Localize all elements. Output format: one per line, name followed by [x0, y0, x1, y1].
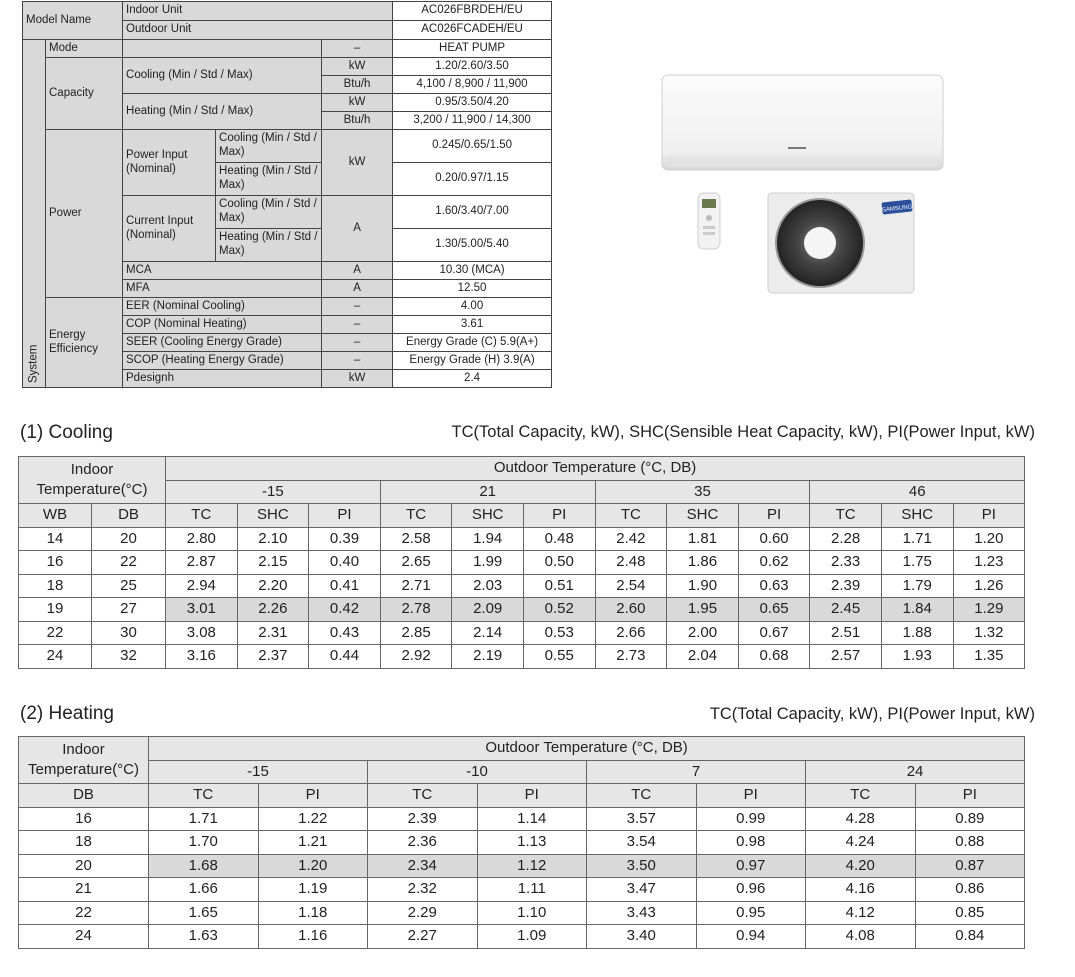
table-row [19, 901, 1025, 925]
value-cell: 1.93 [881, 645, 953, 669]
value-cell: 2.42 [595, 527, 667, 551]
value-cell: 1.94 [452, 527, 524, 551]
value-cell: 2.85 [380, 621, 452, 645]
energy-efficiency-label: Energy Efficiency [46, 298, 123, 388]
outdoor-temp: 21 [380, 480, 595, 504]
value-cell: 2.54 [595, 574, 667, 598]
value-cell: 0.95 [696, 901, 806, 925]
column-header: PI [696, 784, 806, 808]
indoor-unit-value: AC026FBRDEH/EU [393, 2, 552, 21]
value-cell: 4.28 [806, 807, 916, 831]
value-cell: 2.36 [368, 831, 478, 855]
mfa-unit: A [322, 280, 393, 298]
heating-btu-unit: Btu/h [322, 112, 393, 130]
value-cell: 1.22 [258, 807, 368, 831]
mode-value: HEAT PUMP [393, 40, 552, 58]
indoor-temp-cell: 32 [92, 645, 166, 669]
value-cell: 2.20 [237, 574, 309, 598]
indoor-temp-cell: 24 [19, 645, 92, 669]
value-cell: 4.20 [806, 854, 916, 878]
power-input-unit: kW [322, 130, 393, 196]
indoor-temp-cell: 16 [19, 807, 149, 831]
heating-kw-value: 0.95/3.50/4.20 [393, 94, 552, 112]
scop-unit: – [322, 352, 393, 370]
value-cell: 2.00 [667, 621, 739, 645]
remote-control-image [698, 193, 720, 249]
indoor-unit-label: Indoor Unit [123, 2, 393, 21]
capacity-heating-label: Heating (Min / Std / Max) [123, 94, 322, 130]
value-cell: 2.65 [380, 551, 452, 575]
value-cell: 0.94 [696, 925, 806, 949]
value-cell: 2.60 [595, 598, 667, 622]
value-cell: 1.35 [953, 645, 1025, 669]
table-row [19, 598, 1025, 622]
value-cell: 0.63 [738, 574, 810, 598]
heating-table [18, 736, 1025, 949]
cooling-table [18, 456, 1025, 669]
mca-value: 10.30 (MCA) [393, 262, 552, 280]
column-header: PI [309, 504, 381, 528]
value-cell: 0.53 [523, 621, 595, 645]
ci-heating-label: Heating (Min / Std / Max) [216, 229, 322, 262]
value-cell: 1.86 [667, 551, 739, 575]
indoor-temp-cell: 25 [92, 574, 166, 598]
value-cell: 2.29 [368, 901, 478, 925]
column-header: TC [810, 504, 882, 528]
value-cell: 0.52 [523, 598, 595, 622]
value-cell: 0.97 [696, 854, 806, 878]
system-label: System [23, 40, 46, 388]
column-header: TC [595, 504, 667, 528]
cop-label: COP (Nominal Heating) [123, 316, 322, 334]
value-cell: 0.60 [738, 527, 810, 551]
cop-unit: – [322, 316, 393, 334]
table-row [19, 574, 1025, 598]
value-cell: 3.16 [166, 645, 238, 669]
mfa-label: MFA [123, 280, 322, 298]
value-cell: 0.43 [309, 621, 381, 645]
value-cell: 1.29 [953, 598, 1025, 622]
table-row [19, 551, 1025, 575]
heating-btu-value: 3,200 / 11,900 / 14,300 [393, 112, 552, 130]
cooling-btu-value: 4,100 / 8,900 / 11,900 [393, 76, 552, 94]
table-row [19, 831, 1025, 855]
value-cell: 2.51 [810, 621, 882, 645]
value-cell: 4.12 [806, 901, 916, 925]
value-cell: 1.71 [881, 527, 953, 551]
value-cell: 1.66 [149, 878, 259, 902]
outdoor-temp: -15 [166, 480, 381, 504]
value-cell: 0.67 [738, 621, 810, 645]
value-cell: 1.99 [452, 551, 524, 575]
column-header: PI [477, 784, 587, 808]
value-cell: 2.37 [237, 645, 309, 669]
value-cell: 2.45 [810, 598, 882, 622]
value-cell: 0.55 [523, 645, 595, 669]
value-cell: 0.39 [309, 527, 381, 551]
cooling-btu-unit: Btu/h [322, 76, 393, 94]
cooling-legend: TC(Total Capacity, kW), SHC(Sensible Heat Capacity, kW), PI(Power Input, kW) [451, 423, 1035, 441]
value-cell: 0.89 [915, 807, 1025, 831]
value-cell: 0.84 [915, 925, 1025, 949]
value-cell: 1.13 [477, 831, 587, 855]
capacity-label: Capacity [46, 58, 123, 130]
value-cell: 1.70 [149, 831, 259, 855]
value-cell: 2.71 [380, 574, 452, 598]
cop-value: 3.61 [393, 316, 552, 334]
value-cell: 2.39 [368, 807, 478, 831]
indoor-temp-cell: 20 [92, 527, 166, 551]
value-cell: 1.71 [149, 807, 259, 831]
indoor-unit-image [662, 75, 943, 170]
pi-cooling-value: 0.245/0.65/1.50 [393, 130, 552, 163]
value-cell: 2.03 [452, 574, 524, 598]
value-cell: 2.94 [166, 574, 238, 598]
value-cell: 1.19 [258, 878, 368, 902]
outdoor-temp-header: Outdoor Temperature (°C, DB) [149, 737, 1025, 761]
pi-heating-value: 0.20/0.97/1.15 [393, 163, 552, 196]
value-cell: 0.68 [738, 645, 810, 669]
eer-unit: – [322, 298, 393, 316]
indoor-temp-cell: 19 [19, 598, 92, 622]
value-cell: 1.20 [258, 854, 368, 878]
outdoor-temp: 35 [595, 480, 810, 504]
mfa-value: 12.50 [393, 280, 552, 298]
table-row [19, 807, 1025, 831]
pi-heating-label: Heating (Min / Std / Max) [216, 163, 322, 196]
column-header: DB [92, 504, 166, 528]
value-cell: 0.87 [915, 854, 1025, 878]
cooling-kw-value: 1.20/2.60/3.50 [393, 58, 552, 76]
ci-cooling-label: Cooling (Min / Std / Max) [216, 196, 322, 229]
eer-label: EER (Nominal Cooling) [123, 298, 322, 316]
seer-unit: – [322, 334, 393, 352]
value-cell: 0.86 [915, 878, 1025, 902]
value-cell: 2.27 [368, 925, 478, 949]
value-cell: 3.01 [166, 598, 238, 622]
value-cell: 2.78 [380, 598, 452, 622]
column-header: DB [19, 784, 149, 808]
value-cell: 2.19 [452, 645, 524, 669]
value-cell: 4.08 [806, 925, 916, 949]
column-header: TC [149, 784, 259, 808]
indoor-temp-cell: 18 [19, 831, 149, 855]
value-cell: 1.20 [953, 527, 1025, 551]
column-header: SHC [452, 504, 524, 528]
column-header: WB [19, 504, 92, 528]
outdoor-temp-header: Outdoor Temperature (°C, DB) [166, 457, 1025, 481]
indoor-temp-cell: 16 [19, 551, 92, 575]
ci-cooling-value: 1.60/3.40/7.00 [393, 196, 552, 229]
value-cell: 1.21 [258, 831, 368, 855]
value-cell: 0.40 [309, 551, 381, 575]
indoor-temp-cell: 30 [92, 621, 166, 645]
heating-kw-unit: kW [322, 94, 393, 112]
outdoor-temp: -15 [149, 760, 368, 784]
spec-table [22, 1, 552, 388]
value-cell: 1.26 [953, 574, 1025, 598]
value-cell: 4.16 [806, 878, 916, 902]
indoor-temp-cell: 14 [19, 527, 92, 551]
table-row [19, 621, 1025, 645]
value-cell: 2.34 [368, 854, 478, 878]
value-cell: 2.28 [810, 527, 882, 551]
pdesignh-label: Pdesignh [123, 370, 322, 388]
column-header: PI [523, 504, 595, 528]
value-cell: 3.57 [587, 807, 697, 831]
value-cell: 2.58 [380, 527, 452, 551]
value-cell: 1.09 [477, 925, 587, 949]
outdoor-temp: -10 [368, 760, 587, 784]
column-header: TC [166, 504, 238, 528]
value-cell: 0.44 [309, 645, 381, 669]
model-name-label: Model Name [23, 2, 123, 40]
value-cell: 1.63 [149, 925, 259, 949]
column-header: PI [258, 784, 368, 808]
table-row [19, 527, 1025, 551]
value-cell: 1.84 [881, 598, 953, 622]
value-cell: 2.48 [595, 551, 667, 575]
power-label: Power [46, 130, 123, 298]
column-header: SHC [667, 504, 739, 528]
power-input-label: Power Input (Nominal) [123, 130, 216, 196]
value-cell: 2.87 [166, 551, 238, 575]
column-header: TC [587, 784, 697, 808]
value-cell: 1.16 [258, 925, 368, 949]
outdoor-unit-label: Outdoor Unit [123, 21, 393, 40]
value-cell: 2.04 [667, 645, 739, 669]
value-cell: 0.48 [523, 527, 595, 551]
value-cell: 3.50 [587, 854, 697, 878]
value-cell: 3.43 [587, 901, 697, 925]
value-cell: 2.80 [166, 527, 238, 551]
value-cell: 0.51 [523, 574, 595, 598]
column-header: PI [953, 504, 1025, 528]
cooling-kw-unit: kW [322, 58, 393, 76]
value-cell: 1.68 [149, 854, 259, 878]
current-input-label: Current Input (Nominal) [123, 196, 216, 262]
pi-cooling-label: Cooling (Min / Std / Max) [216, 130, 322, 163]
value-cell: 0.99 [696, 807, 806, 831]
indoor-temp-header: Indoor Temperature(°C) [19, 457, 166, 504]
indoor-temp-cell: 21 [19, 878, 149, 902]
value-cell: 3.08 [166, 621, 238, 645]
value-cell: 2.10 [237, 527, 309, 551]
value-cell: 1.95 [667, 598, 739, 622]
table-row [19, 878, 1025, 902]
value-cell: 2.66 [595, 621, 667, 645]
value-cell: 2.31 [237, 621, 309, 645]
product-image [660, 73, 945, 298]
scop-label: SCOP (Heating Energy Grade) [123, 352, 322, 370]
outdoor-unit-image [768, 193, 914, 293]
value-cell: 1.12 [477, 854, 587, 878]
ci-heating-value: 1.30/5.00/5.40 [393, 229, 552, 262]
mode-label: Mode [46, 40, 123, 58]
column-header: SHC [237, 504, 309, 528]
indoor-temp-cell: 20 [19, 854, 149, 878]
column-header: PI [915, 784, 1025, 808]
value-cell: 3.54 [587, 831, 697, 855]
value-cell: 2.09 [452, 598, 524, 622]
eer-value: 4.00 [393, 298, 552, 316]
heating-subheader-row [19, 784, 1025, 808]
scop-value: Energy Grade (H) 3.9(A) [393, 352, 552, 370]
value-cell: 1.18 [258, 901, 368, 925]
capacity-cooling-label: Cooling (Min / Std / Max) [123, 58, 322, 94]
value-cell: 2.15 [237, 551, 309, 575]
outdoor-unit-value: AC026FCADEH/EU [393, 21, 552, 40]
value-cell: 1.79 [881, 574, 953, 598]
value-cell: 0.85 [915, 901, 1025, 925]
pdesignh-value: 2.4 [393, 370, 552, 388]
value-cell: 1.65 [149, 901, 259, 925]
value-cell: 1.75 [881, 551, 953, 575]
indoor-temp-cell: 24 [19, 925, 149, 949]
value-cell: 0.98 [696, 831, 806, 855]
value-cell: 2.32 [368, 878, 478, 902]
cooling-subheader-row [19, 504, 1025, 528]
indoor-temp-cell: 18 [19, 574, 92, 598]
heating-title: (2) Heating [20, 703, 114, 724]
value-cell: 1.32 [953, 621, 1025, 645]
value-cell: 1.81 [667, 527, 739, 551]
value-cell: 2.33 [810, 551, 882, 575]
current-input-unit: A [322, 196, 393, 262]
column-header: PI [738, 504, 810, 528]
value-cell: 1.11 [477, 878, 587, 902]
indoor-temp-cell: 22 [19, 621, 92, 645]
seer-label: SEER (Cooling Energy Grade) [123, 334, 322, 352]
table-row [19, 925, 1025, 949]
value-cell: 2.92 [380, 645, 452, 669]
value-cell: 0.88 [915, 831, 1025, 855]
mca-label: MCA [123, 262, 322, 280]
value-cell: 1.10 [477, 901, 587, 925]
value-cell: 2.26 [237, 598, 309, 622]
outdoor-temp: 7 [587, 760, 806, 784]
cooling-title: (1) Cooling [20, 422, 113, 443]
value-cell: 1.23 [953, 551, 1025, 575]
value-cell: 2.73 [595, 645, 667, 669]
column-header: TC [380, 504, 452, 528]
value-cell: 2.57 [810, 645, 882, 669]
table-row [19, 645, 1025, 669]
value-cell: 2.39 [810, 574, 882, 598]
value-cell: 3.47 [587, 878, 697, 902]
value-cell: 0.62 [738, 551, 810, 575]
value-cell: 3.40 [587, 925, 697, 949]
value-cell: 1.90 [667, 574, 739, 598]
value-cell: 0.50 [523, 551, 595, 575]
indoor-temp-cell: 27 [92, 598, 166, 622]
value-cell: 0.42 [309, 598, 381, 622]
value-cell: 4.24 [806, 831, 916, 855]
heating-legend: TC(Total Capacity, kW), PI(Power Input, kW) [709, 705, 1035, 723]
seer-value: Energy Grade (C) 5.9(A+) [393, 334, 552, 352]
column-header: TC [368, 784, 478, 808]
indoor-temp-header: Indoor Temperature(°C) [19, 737, 149, 784]
value-cell: 0.65 [738, 598, 810, 622]
column-header: SHC [881, 504, 953, 528]
mode-unit: – [322, 40, 393, 58]
outdoor-temp: 24 [806, 760, 1025, 784]
outdoor-temp: 46 [810, 480, 1025, 504]
value-cell: 0.41 [309, 574, 381, 598]
column-header: TC [806, 784, 916, 808]
value-cell: 1.88 [881, 621, 953, 645]
indoor-temp-cell: 22 [19, 901, 149, 925]
value-cell: 1.14 [477, 807, 587, 831]
table-row [19, 854, 1025, 878]
mca-unit: A [322, 262, 393, 280]
value-cell: 0.96 [696, 878, 806, 902]
indoor-temp-cell: 22 [92, 551, 166, 575]
brand-badge: SAMSUNG [881, 204, 913, 214]
value-cell: 2.14 [452, 621, 524, 645]
pdesignh-unit: kW [322, 370, 393, 388]
